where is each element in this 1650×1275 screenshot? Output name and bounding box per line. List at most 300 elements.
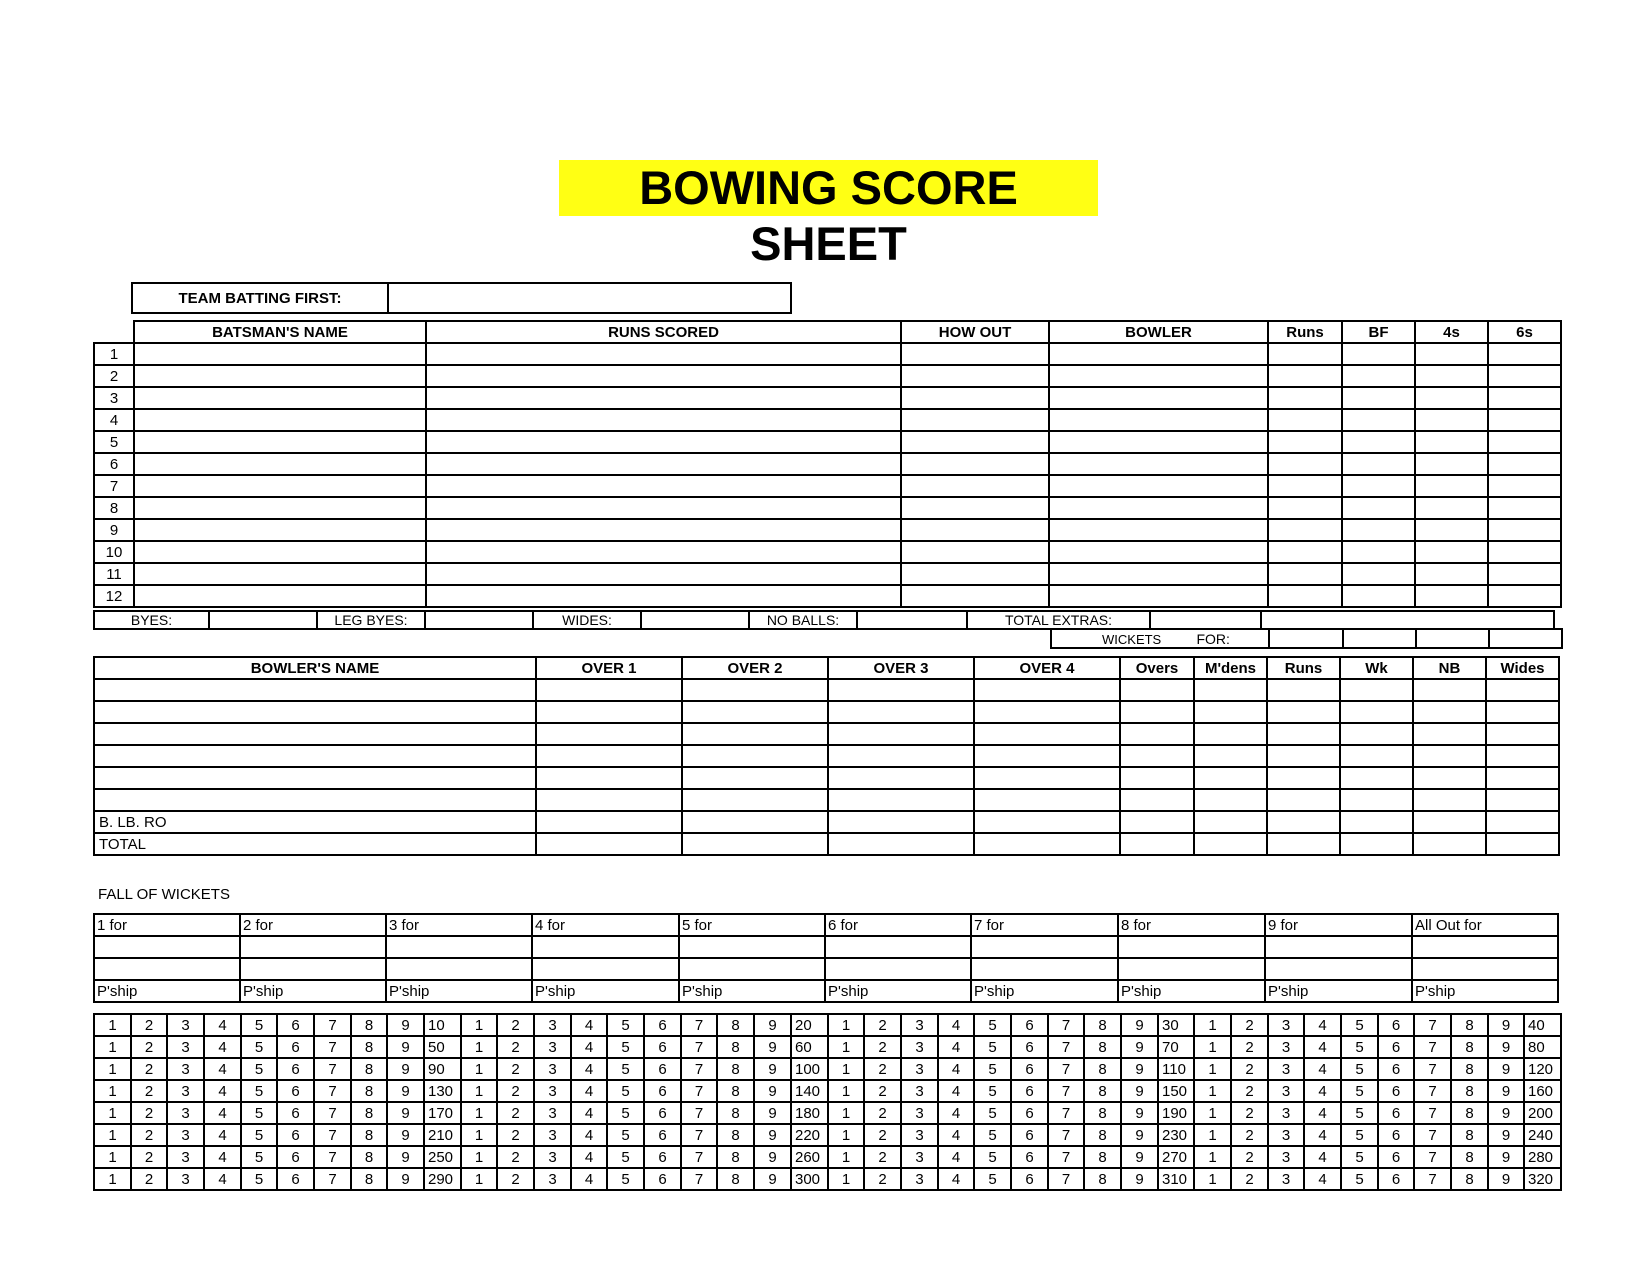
bowling-cell[interactable] <box>1486 723 1559 745</box>
tally-digit[interactable]: 2 <box>1231 1124 1268 1146</box>
bowling-cell[interactable] <box>1413 701 1486 723</box>
bowling-cell[interactable] <box>974 745 1120 767</box>
byes-field[interactable] <box>209 611 317 629</box>
tally-digit[interactable]: 1 <box>1194 1146 1231 1168</box>
tally-digit[interactable]: 9 <box>754 1124 791 1146</box>
tally-digit[interactable]: 8 <box>1084 1014 1121 1036</box>
tally-digit[interactable]: 6 <box>277 1014 314 1036</box>
tally-digit[interactable]: 1 <box>94 1168 131 1190</box>
tally-digit[interactable]: 8 <box>351 1036 387 1058</box>
tally-digit[interactable]: 3 <box>167 1124 204 1146</box>
batting-cell[interactable] <box>1488 541 1561 563</box>
batting-cell[interactable] <box>134 409 426 431</box>
tally-digit[interactable]: 7 <box>314 1124 351 1146</box>
bowling-cell[interactable] <box>974 811 1120 833</box>
tally-digit[interactable]: 2 <box>131 1168 167 1190</box>
tally-digit[interactable]: 2 <box>497 1036 534 1058</box>
tally-digit[interactable]: 7 <box>1048 1146 1084 1168</box>
tally-digit[interactable]: 1 <box>461 1102 497 1124</box>
bowling-cell[interactable] <box>1267 789 1340 811</box>
bowling-cell[interactable] <box>94 701 536 723</box>
tally-digit[interactable]: 6 <box>644 1146 681 1168</box>
tally-digit[interactable]: 9 <box>754 1014 791 1036</box>
tally-digit[interactable]: 4 <box>1304 1036 1341 1058</box>
tally-digit[interactable]: 8 <box>1451 1036 1488 1058</box>
batting-cell[interactable] <box>1415 453 1488 475</box>
batting-cell[interactable] <box>426 409 901 431</box>
tally-digit[interactable]: 3 <box>901 1146 938 1168</box>
batting-cell[interactable] <box>134 365 426 387</box>
tally-digit[interactable]: 2 <box>1231 1168 1268 1190</box>
bowling-cell[interactable] <box>1120 767 1194 789</box>
batting-cell[interactable] <box>901 431 1049 453</box>
bowling-cell[interactable] <box>1120 789 1194 811</box>
tally-digit[interactable]: 1 <box>461 1036 497 1058</box>
tally-digit[interactable]: 6 <box>1011 1014 1048 1036</box>
bowling-cell[interactable] <box>1413 745 1486 767</box>
tally-digit[interactable]: 9 <box>1121 1058 1158 1080</box>
bowling-cell[interactable] <box>682 767 828 789</box>
tally-digit[interactable]: 6 <box>277 1036 314 1058</box>
tally-digit[interactable]: 1 <box>1194 1124 1231 1146</box>
batting-cell[interactable] <box>1268 475 1342 497</box>
fow-entry-cell[interactable] <box>825 936 971 958</box>
batting-cell[interactable] <box>901 453 1049 475</box>
batting-cell[interactable] <box>426 497 901 519</box>
bowling-cell[interactable] <box>974 767 1120 789</box>
batting-cell[interactable] <box>1342 453 1415 475</box>
tally-digit[interactable]: 9 <box>1488 1036 1524 1058</box>
fow-entry-cell[interactable] <box>1118 936 1265 958</box>
tally-digit[interactable]: 8 <box>1084 1168 1121 1190</box>
tally-digit[interactable]: 9 <box>387 1058 424 1080</box>
tally-digit[interactable]: 4 <box>1304 1014 1341 1036</box>
bowling-cell[interactable] <box>1486 679 1559 701</box>
tally-digit[interactable]: 1 <box>461 1058 497 1080</box>
bowling-cell[interactable] <box>536 789 682 811</box>
batting-cell[interactable] <box>1268 519 1342 541</box>
bowling-cell[interactable] <box>536 833 682 855</box>
bowling-cell[interactable] <box>828 723 974 745</box>
tally-digit[interactable]: 9 <box>754 1168 791 1190</box>
tally-digit[interactable]: 3 <box>534 1080 571 1102</box>
batting-cell[interactable] <box>901 563 1049 585</box>
bowling-cell[interactable] <box>1120 679 1194 701</box>
tally-digit[interactable]: 2 <box>864 1124 901 1146</box>
bowling-cell[interactable] <box>1267 833 1340 855</box>
tally-decade[interactable]: 140 <box>791 1080 828 1102</box>
batting-cell[interactable] <box>1049 541 1268 563</box>
tally-digit[interactable]: 7 <box>681 1080 717 1102</box>
tally-digit[interactable]: 9 <box>387 1036 424 1058</box>
batting-cell[interactable] <box>1342 563 1415 585</box>
batting-cell[interactable] <box>1268 343 1342 365</box>
tally-digit[interactable]: 8 <box>1451 1102 1488 1124</box>
tally-digit[interactable]: 6 <box>644 1102 681 1124</box>
fow-entry-cell[interactable] <box>1265 958 1412 980</box>
tally-digit[interactable]: 3 <box>1268 1102 1304 1124</box>
tally-digit[interactable]: 5 <box>1341 1080 1378 1102</box>
batting-cell[interactable] <box>426 453 901 475</box>
batting-cell[interactable] <box>1049 585 1268 607</box>
tally-digit[interactable]: 5 <box>607 1036 644 1058</box>
tally-digit[interactable]: 8 <box>717 1036 754 1058</box>
tally-digit[interactable]: 9 <box>1121 1168 1158 1190</box>
tally-digit[interactable]: 4 <box>938 1146 974 1168</box>
tally-digit[interactable]: 3 <box>534 1058 571 1080</box>
tally-digit[interactable]: 2 <box>864 1168 901 1190</box>
batting-cell[interactable] <box>1049 475 1268 497</box>
tally-digit[interactable]: 6 <box>644 1014 681 1036</box>
tally-digit[interactable]: 6 <box>1378 1080 1414 1102</box>
tally-digit[interactable]: 2 <box>497 1124 534 1146</box>
tally-digit[interactable]: 1 <box>828 1058 864 1080</box>
bowling-cell[interactable] <box>974 679 1120 701</box>
tally-digit[interactable]: 6 <box>1011 1080 1048 1102</box>
tally-digit[interactable]: 4 <box>938 1124 974 1146</box>
bowling-cell[interactable] <box>1413 789 1486 811</box>
batting-cell[interactable] <box>1049 409 1268 431</box>
tally-digit[interactable]: 4 <box>204 1080 241 1102</box>
total-extras-field[interactable] <box>1150 611 1261 629</box>
batting-cell[interactable] <box>1488 585 1561 607</box>
batting-cell[interactable] <box>134 497 426 519</box>
tally-decade[interactable]: 130 <box>424 1080 461 1102</box>
tally-digit[interactable]: 5 <box>607 1102 644 1124</box>
batting-cell[interactable] <box>1488 453 1561 475</box>
tally-digit[interactable]: 8 <box>717 1058 754 1080</box>
bowling-cell[interactable] <box>974 723 1120 745</box>
bowling-cell[interactable] <box>536 679 682 701</box>
bowling-cell[interactable] <box>1194 789 1267 811</box>
tally-digit[interactable]: 2 <box>864 1036 901 1058</box>
tally-digit[interactable]: 2 <box>864 1146 901 1168</box>
bowling-cell[interactable] <box>1413 811 1486 833</box>
bowling-cell[interactable] <box>974 789 1120 811</box>
tally-digit[interactable]: 4 <box>938 1036 974 1058</box>
tally-digit[interactable]: 6 <box>644 1058 681 1080</box>
tally-digit[interactable]: 3 <box>534 1036 571 1058</box>
tally-digit[interactable]: 7 <box>1414 1014 1451 1036</box>
bowling-cell[interactable] <box>1120 723 1194 745</box>
batting-cell[interactable] <box>1268 585 1342 607</box>
tally-digit[interactable]: 6 <box>1378 1146 1414 1168</box>
tally-digit[interactable]: 5 <box>1341 1014 1378 1036</box>
bowling-cell[interactable] <box>536 723 682 745</box>
tally-digit[interactable]: 5 <box>607 1146 644 1168</box>
batting-cell[interactable] <box>1342 365 1415 387</box>
tally-digit[interactable]: 1 <box>828 1146 864 1168</box>
fow-entry-cell[interactable] <box>532 958 679 980</box>
tally-digit[interactable]: 3 <box>534 1014 571 1036</box>
bowling-cell[interactable] <box>1340 701 1413 723</box>
bowling-cell[interactable] <box>1120 701 1194 723</box>
tally-digit[interactable]: 9 <box>1488 1058 1524 1080</box>
batting-cell[interactable] <box>1415 541 1488 563</box>
tally-digit[interactable]: 3 <box>167 1102 204 1124</box>
batting-cell[interactable] <box>426 585 901 607</box>
tally-digit[interactable]: 4 <box>1304 1058 1341 1080</box>
tally-digit[interactable]: 7 <box>1048 1102 1084 1124</box>
tally-digit[interactable]: 1 <box>828 1036 864 1058</box>
tally-digit[interactable]: 2 <box>497 1058 534 1080</box>
batting-cell[interactable] <box>1049 453 1268 475</box>
batting-cell[interactable] <box>1268 431 1342 453</box>
tally-digit[interactable]: 4 <box>204 1124 241 1146</box>
tally-digit[interactable]: 5 <box>974 1146 1011 1168</box>
bowling-cell[interactable] <box>828 745 974 767</box>
batting-cell[interactable] <box>901 409 1049 431</box>
bowling-cell[interactable] <box>536 811 682 833</box>
bowling-cell[interactable] <box>1486 701 1559 723</box>
wickets-cell[interactable] <box>1489 629 1562 648</box>
tally-decade[interactable]: 290 <box>424 1168 461 1190</box>
tally-decade[interactable]: 150 <box>1158 1080 1194 1102</box>
tally-decade[interactable]: 10 <box>424 1014 461 1036</box>
tally-digit[interactable]: 5 <box>607 1014 644 1036</box>
tally-digit[interactable]: 3 <box>167 1080 204 1102</box>
tally-digit[interactable]: 1 <box>828 1168 864 1190</box>
tally-digit[interactable]: 1 <box>1194 1102 1231 1124</box>
tally-digit[interactable]: 9 <box>1488 1146 1524 1168</box>
batting-cell[interactable] <box>426 365 901 387</box>
batting-cell[interactable] <box>1415 497 1488 519</box>
tally-decade[interactable]: 210 <box>424 1124 461 1146</box>
wides-field[interactable] <box>641 611 749 629</box>
tally-digit[interactable]: 5 <box>241 1124 277 1146</box>
tally-digit[interactable]: 7 <box>1048 1080 1084 1102</box>
tally-digit[interactable]: 8 <box>1451 1080 1488 1102</box>
tally-digit[interactable]: 4 <box>571 1058 607 1080</box>
fow-entry-cell[interactable] <box>1412 936 1558 958</box>
fow-entry-cell[interactable] <box>1265 936 1412 958</box>
tally-digit[interactable]: 8 <box>1084 1124 1121 1146</box>
tally-digit[interactable]: 2 <box>1231 1058 1268 1080</box>
tally-digit[interactable]: 4 <box>571 1102 607 1124</box>
tally-digit[interactable]: 7 <box>681 1124 717 1146</box>
tally-digit[interactable]: 5 <box>974 1036 1011 1058</box>
tally-digit[interactable]: 6 <box>277 1058 314 1080</box>
batting-cell[interactable] <box>1342 387 1415 409</box>
tally-digit[interactable]: 2 <box>131 1124 167 1146</box>
tally-digit[interactable]: 6 <box>1011 1058 1048 1080</box>
tally-digit[interactable]: 8 <box>717 1146 754 1168</box>
tally-digit[interactable]: 2 <box>131 1146 167 1168</box>
batting-cell[interactable] <box>1415 387 1488 409</box>
tally-digit[interactable]: 7 <box>314 1080 351 1102</box>
tally-digit[interactable]: 7 <box>1414 1102 1451 1124</box>
tally-digit[interactable]: 4 <box>938 1014 974 1036</box>
tally-digit[interactable]: 7 <box>314 1058 351 1080</box>
tally-digit[interactable]: 9 <box>1121 1014 1158 1036</box>
tally-decade[interactable]: 320 <box>1524 1168 1561 1190</box>
tally-digit[interactable]: 1 <box>1194 1080 1231 1102</box>
tally-digit[interactable]: 3 <box>167 1058 204 1080</box>
batting-cell[interactable] <box>1342 409 1415 431</box>
batting-cell[interactable] <box>1268 387 1342 409</box>
batting-cell[interactable] <box>901 585 1049 607</box>
tally-digit[interactable]: 6 <box>644 1080 681 1102</box>
tally-digit[interactable]: 7 <box>314 1014 351 1036</box>
tally-digit[interactable]: 9 <box>1488 1102 1524 1124</box>
bowling-cell[interactable] <box>682 701 828 723</box>
tally-digit[interactable]: 5 <box>241 1080 277 1102</box>
tally-digit[interactable]: 8 <box>351 1014 387 1036</box>
tally-digit[interactable]: 9 <box>1121 1146 1158 1168</box>
tally-digit[interactable]: 2 <box>1231 1102 1268 1124</box>
tally-digit[interactable]: 5 <box>1341 1146 1378 1168</box>
tally-digit[interactable]: 3 <box>1268 1080 1304 1102</box>
tally-digit[interactable]: 3 <box>1268 1124 1304 1146</box>
batting-cell[interactable] <box>1268 563 1342 585</box>
bowling-cell[interactable] <box>828 789 974 811</box>
bowling-cell[interactable] <box>1120 833 1194 855</box>
batting-cell[interactable] <box>901 343 1049 365</box>
tally-digit[interactable]: 3 <box>167 1168 204 1190</box>
bowling-cell[interactable] <box>1120 811 1194 833</box>
bowling-cell[interactable] <box>1340 679 1413 701</box>
batting-cell[interactable] <box>1488 475 1561 497</box>
batting-cell[interactable] <box>426 563 901 585</box>
tally-digit[interactable]: 8 <box>1084 1102 1121 1124</box>
bowling-cell[interactable] <box>828 679 974 701</box>
tally-digit[interactable]: 4 <box>571 1124 607 1146</box>
tally-digit[interactable]: 9 <box>1121 1102 1158 1124</box>
batting-cell[interactable] <box>1049 519 1268 541</box>
tally-digit[interactable]: 4 <box>204 1102 241 1124</box>
tally-digit[interactable]: 2 <box>131 1014 167 1036</box>
batting-cell[interactable] <box>1488 431 1561 453</box>
bowling-cell[interactable] <box>682 833 828 855</box>
tally-digit[interactable]: 5 <box>241 1146 277 1168</box>
fow-entry-cell[interactable] <box>971 958 1118 980</box>
tally-digit[interactable]: 5 <box>241 1014 277 1036</box>
batting-cell[interactable] <box>1488 387 1561 409</box>
tally-digit[interactable]: 9 <box>1121 1124 1158 1146</box>
batting-cell[interactable] <box>1268 541 1342 563</box>
tally-decade[interactable]: 30 <box>1158 1014 1194 1036</box>
tally-digit[interactable]: 3 <box>1268 1014 1304 1036</box>
tally-decade[interactable]: 120 <box>1524 1058 1561 1080</box>
tally-digit[interactable]: 8 <box>351 1168 387 1190</box>
tally-digit[interactable]: 6 <box>277 1080 314 1102</box>
tally-digit[interactable]: 5 <box>241 1036 277 1058</box>
wickets-cell[interactable] <box>1269 629 1343 648</box>
batting-cell[interactable] <box>901 541 1049 563</box>
batting-cell[interactable] <box>426 519 901 541</box>
bowling-cell[interactable] <box>1194 723 1267 745</box>
tally-digit[interactable]: 9 <box>754 1102 791 1124</box>
tally-digit[interactable]: 7 <box>1414 1036 1451 1058</box>
tally-digit[interactable]: 6 <box>1011 1102 1048 1124</box>
tally-digit[interactable]: 4 <box>1304 1168 1341 1190</box>
tally-digit[interactable]: 9 <box>1488 1014 1524 1036</box>
bowling-cell[interactable] <box>1267 767 1340 789</box>
tally-digit[interactable]: 1 <box>461 1168 497 1190</box>
batting-cell[interactable] <box>901 365 1049 387</box>
batting-cell[interactable] <box>426 343 901 365</box>
batting-cell[interactable] <box>1415 365 1488 387</box>
batting-cell[interactable] <box>1049 365 1268 387</box>
tally-digit[interactable]: 7 <box>1048 1036 1084 1058</box>
tally-digit[interactable]: 3 <box>901 1102 938 1124</box>
fow-entry-cell[interactable] <box>386 936 532 958</box>
tally-digit[interactable]: 8 <box>1084 1146 1121 1168</box>
tally-decade[interactable]: 20 <box>791 1014 828 1036</box>
tally-digit[interactable]: 9 <box>754 1058 791 1080</box>
tally-digit[interactable]: 7 <box>314 1146 351 1168</box>
batting-cell[interactable] <box>426 431 901 453</box>
bowling-cell[interactable] <box>1267 679 1340 701</box>
bowling-cell[interactable] <box>1267 745 1340 767</box>
tally-digit[interactable]: 7 <box>681 1036 717 1058</box>
tally-digit[interactable]: 2 <box>864 1014 901 1036</box>
batting-cell[interactable] <box>134 453 426 475</box>
tally-digit[interactable]: 4 <box>938 1102 974 1124</box>
tally-digit[interactable]: 1 <box>461 1014 497 1036</box>
tally-digit[interactable]: 1 <box>94 1058 131 1080</box>
batting-cell[interactable] <box>134 519 426 541</box>
bowling-cell[interactable] <box>1340 723 1413 745</box>
tally-digit[interactable]: 4 <box>204 1014 241 1036</box>
tally-digit[interactable]: 8 <box>351 1058 387 1080</box>
batting-cell[interactable] <box>901 519 1049 541</box>
tally-digit[interactable]: 3 <box>534 1102 571 1124</box>
bowling-cell[interactable] <box>682 679 828 701</box>
batting-cell[interactable] <box>134 563 426 585</box>
tally-digit[interactable]: 4 <box>571 1036 607 1058</box>
batting-cell[interactable] <box>1415 563 1488 585</box>
tally-digit[interactable]: 9 <box>387 1080 424 1102</box>
tally-decade[interactable]: 80 <box>1524 1036 1561 1058</box>
bowling-cell[interactable] <box>1194 811 1267 833</box>
bowling-cell[interactable] <box>828 701 974 723</box>
tally-digit[interactable]: 8 <box>717 1102 754 1124</box>
tally-digit[interactable]: 4 <box>571 1168 607 1190</box>
tally-digit[interactable]: 6 <box>1011 1036 1048 1058</box>
tally-digit[interactable]: 2 <box>497 1102 534 1124</box>
tally-digit[interactable]: 6 <box>277 1124 314 1146</box>
tally-digit[interactable]: 2 <box>497 1014 534 1036</box>
batting-cell[interactable] <box>134 387 426 409</box>
tally-decade[interactable]: 260 <box>791 1146 828 1168</box>
tally-digit[interactable]: 4 <box>1304 1102 1341 1124</box>
bowling-cell[interactable] <box>94 789 536 811</box>
tally-digit[interactable]: 1 <box>461 1080 497 1102</box>
tally-digit[interactable]: 3 <box>534 1124 571 1146</box>
bowling-cell[interactable] <box>1413 833 1486 855</box>
tally-digit[interactable]: 8 <box>1451 1014 1488 1036</box>
tally-digit[interactable]: 6 <box>644 1036 681 1058</box>
tally-digit[interactable]: 7 <box>314 1036 351 1058</box>
tally-digit[interactable]: 6 <box>1378 1036 1414 1058</box>
tally-decade[interactable]: 200 <box>1524 1102 1561 1124</box>
tally-decade[interactable]: 270 <box>1158 1146 1194 1168</box>
fow-entry-cell[interactable] <box>94 936 240 958</box>
bowling-cell[interactable] <box>682 789 828 811</box>
fow-entry-cell[interactable] <box>94 958 240 980</box>
tally-decade[interactable]: 310 <box>1158 1168 1194 1190</box>
tally-digit[interactable]: 4 <box>571 1146 607 1168</box>
tally-digit[interactable]: 9 <box>754 1146 791 1168</box>
wickets-cell[interactable] <box>1343 629 1416 648</box>
tally-digit[interactable]: 7 <box>681 1014 717 1036</box>
tally-digit[interactable]: 5 <box>607 1080 644 1102</box>
tally-digit[interactable]: 5 <box>241 1102 277 1124</box>
fow-entry-cell[interactable] <box>825 958 971 980</box>
tally-decade[interactable]: 280 <box>1524 1146 1561 1168</box>
tally-digit[interactable]: 8 <box>1084 1058 1121 1080</box>
